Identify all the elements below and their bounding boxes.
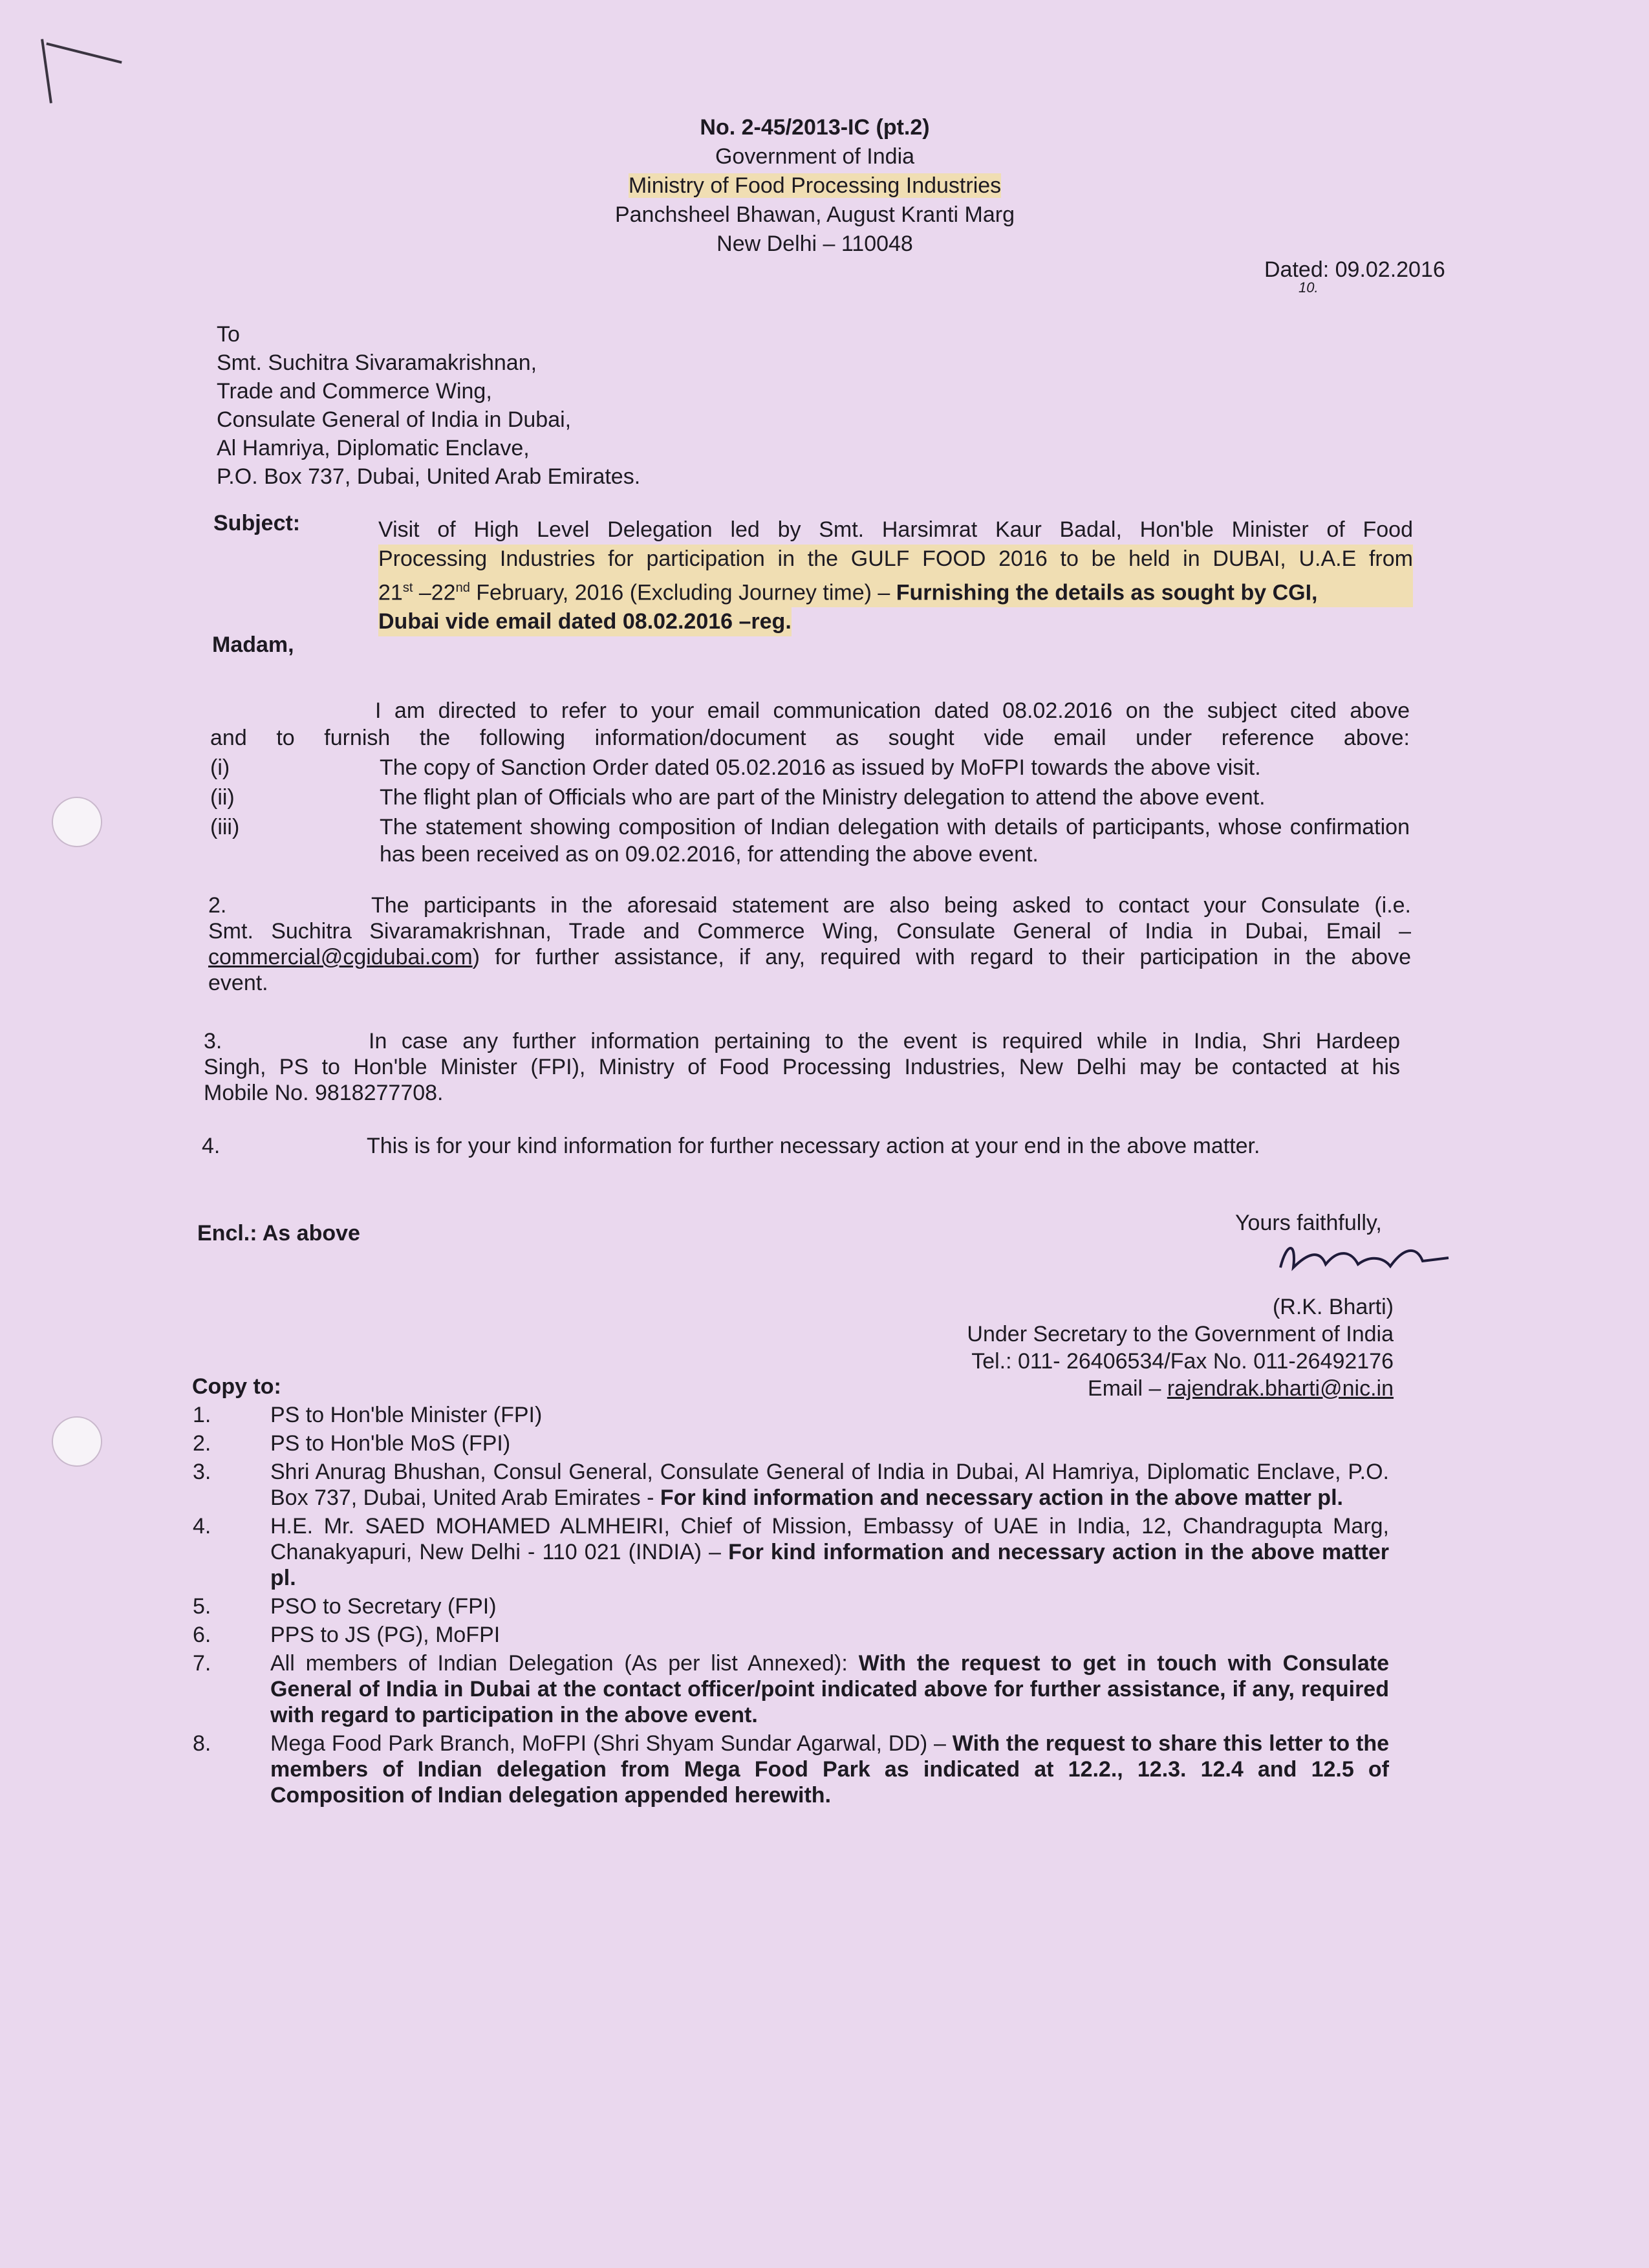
para1-line2: and to furnish the following information/document as sought vide email under reference above: <box>210 726 1410 750</box>
dated-correction: 10. <box>1299 279 1319 296</box>
copy-to-label: Copy to: <box>192 1374 281 1399</box>
file-number: No. 2-45/2013-IC (pt.2) <box>700 115 930 140</box>
signature-mark <box>1267 1229 1461 1287</box>
list-item: 3. Shri Anurag Bhushan, Consul General, Consulate General of India in Dubai, Al Hamriya, Diplomatic Enclave, P.O. Box 737, Dubai, United Arab Emirates - For kind information and necessary action in the above matter pl. <box>193 1460 1389 1510</box>
subject-label: Subject: <box>213 511 301 535</box>
paragraph-4 <box>202 1133 1398 1159</box>
salutation: Madam, <box>212 632 294 657</box>
pen-mark <box>41 39 52 103</box>
list-item: 8. Mega Food Park Branch, MoFPI (Shri Shyam Sundar Agarwal, DD) – With the request to share this letter to the members of Indian delegation from Mega Food Park as indicated at 12.2., 12.3. 12.4 and 12.5 of Composition of Indian delegation appended herewith. <box>193 1731 1389 1808</box>
recipient-name: Smt. Suchitra Sivaramakrishnan, <box>217 351 537 375</box>
address-line-2: New Delhi – 110048 <box>717 232 913 256</box>
consulate-email-link[interactable]: commercial@cgidubai.com <box>208 945 473 969</box>
list-item: 1. PS to Hon'ble Minister (FPI) <box>193 1403 543 1427</box>
punch-hole-top <box>52 797 102 847</box>
enclosure-note: Encl.: As above <box>197 1221 360 1246</box>
government-line: Government of India <box>715 144 915 169</box>
subject-line: 21st –22nd February, 2016 (Excluding Journey time) – Furnishing the details as sought by CGI, <box>378 574 1413 607</box>
letter-header <box>517 113 1112 259</box>
paragraph-3 <box>204 1028 1400 1106</box>
list-item: 6. PPS to JS (PG), MoFPI <box>193 1623 501 1647</box>
para4-number: 4. <box>202 1134 221 1158</box>
list-item: 5. PSO to Secretary (FPI) <box>193 1594 497 1619</box>
para3-number: 3. <box>204 1029 222 1053</box>
list-item: 2. PS to Hon'ble MoS (FPI) <box>193 1431 511 1456</box>
to-label: To <box>217 322 240 347</box>
list-item: (ii) The flight plan of Officials who are part of the Ministry delegation to attend the above event. <box>210 785 1266 810</box>
dated: Dated: 09.02.2016 <box>1264 257 1445 282</box>
pen-mark-stroke <box>46 43 122 64</box>
paragraph-1 <box>210 697 1410 870</box>
paragraph-2 <box>208 892 1411 996</box>
signatory-designation: Under Secretary to the Government of India <box>967 1322 1394 1346</box>
subject-line: Visit of High Level Delegation led by Smt. Harsimrat Kaur Badal, Hon'ble Minister of Food <box>378 517 1413 542</box>
para3-line2: Singh, PS to Hon'ble Minister (FPI), Ministry of Food Processing Industries, New Delhi may be contacted at his <box>204 1055 1400 1079</box>
subject-text <box>378 515 1413 636</box>
para2-line4: event. <box>208 971 268 995</box>
signatory-email-link[interactable]: rajendrak.bharti@nic.in <box>1167 1376 1394 1401</box>
para3-line3: Mobile No. 9818277708. <box>204 1081 444 1105</box>
list-item: 4. H.E. Mr. SAED MOHAMED ALMHEIRI, Chief of Mission, Embassy of UAE in India, 12, Chandragupta Marg, Chanakyapuri, New Delhi - 110 021 (INDIA) – For kind information and necessary action in the above matter pl. <box>193 1514 1389 1590</box>
subject-line: Processing Industries for participation in the GULF FOOD 2016 to be held in DUBAI, U.A.E from <box>378 545 1413 574</box>
signatory-phone: Tel.: 011- 26406534/Fax No. 011-26492176 <box>971 1349 1394 1374</box>
closing: Yours faithfully, <box>1235 1211 1382 1235</box>
para2-number: 2. <box>208 893 227 918</box>
para2-line3: commercial@cgidubai.com) for further assistance, if any, required with regard to their participation in the above <box>208 945 1411 969</box>
enclosure-list <box>210 754 1410 868</box>
list-item: 7. All members of Indian Delegation (As per list Annexed): With the request to get in touch with Consulate General of India in Dubai at the contact officer/point indicated above for further assistance, if any, required with regard to participation in the above event. <box>193 1651 1389 1727</box>
para2-line2: Smt. Suchitra Sivaramakrishnan, Trade and Commerce Wing, Consulate General of India in Dubai, Email – <box>208 919 1411 944</box>
para2-line1: The participants in the aforesaid statement are also being asked to contact your Consulate (i.e. <box>371 893 1411 918</box>
para3-line1: In case any further information pertaining to the event is required while in India, Shri Hardeep <box>369 1029 1400 1053</box>
copy-to-list <box>193 1402 1389 1811</box>
para4-text: This is for your kind information for further necessary action at your end in the above matter. <box>367 1134 1260 1158</box>
signatory-block <box>931 1293 1394 1402</box>
list-item: (i) The copy of Sanction Order dated 05.02.2016 as issued by MoFPI towards the above visit. <box>210 755 1261 780</box>
signatory-email-line: Email – rajendrak.bharti@nic.in <box>1088 1376 1394 1401</box>
recipient-line: P.O. Box 737, Dubai, United Arab Emirates. <box>217 464 641 489</box>
signatory-name: (R.K. Bharti) <box>1272 1295 1394 1319</box>
recipient-line: Trade and Commerce Wing, <box>217 379 492 404</box>
para1-line1: I am directed to refer to your email communication dated 08.02.2016 on the subject cited above <box>375 698 1410 723</box>
punch-hole-bottom <box>52 1416 102 1467</box>
recipient-block <box>217 320 640 491</box>
recipient-line: Al Hamriya, Diplomatic Enclave, <box>217 436 530 460</box>
address-line-1: Panchsheel Bhawan, August Kranti Marg <box>614 202 1015 227</box>
subject-line: Dubai vide email dated 08.02.2016 –reg. <box>378 607 792 636</box>
list-item: (iii) The statement showing composition of Indian delegation with details of participants, whose confirmation has been received as on 09.02.2016, for attending the above event. <box>210 815 1410 867</box>
recipient-line: Consulate General of India in Dubai, <box>217 407 572 432</box>
ministry-line: Ministry of Food Processing Industries <box>628 173 1002 198</box>
